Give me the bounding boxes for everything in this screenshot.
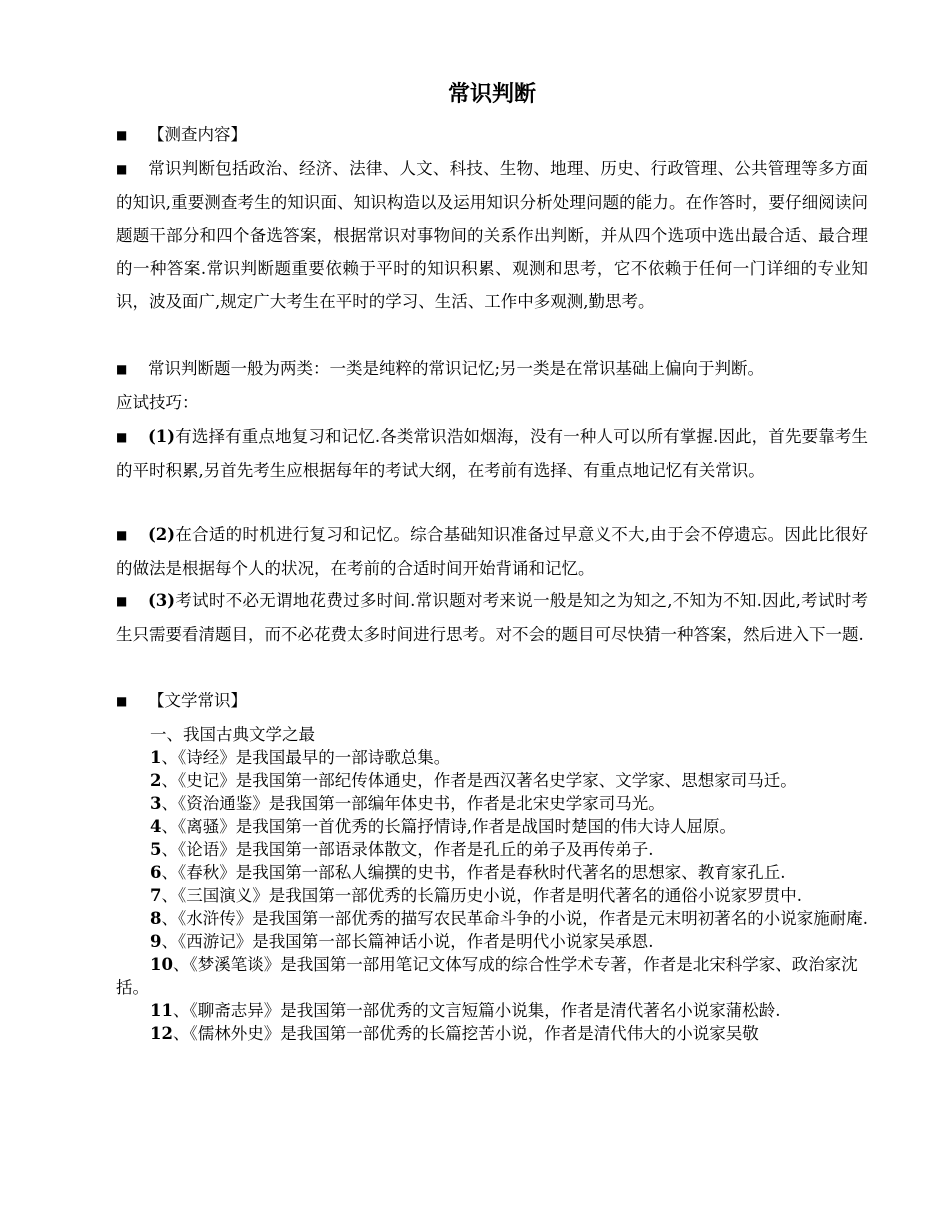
tip-text: 有选择有重点地复习和记忆.各类常识浩如烟海，没有一种人可以所有掌握.因此，首先要靠考生的平时积累,另首先考生应根据每年的考试大纲，在考前有选择、有重点地记忆有关常识。 <box>116 427 868 480</box>
section-label: 【测查内容】 <box>148 125 247 144</box>
bullet-icon: ■ <box>116 528 128 542</box>
bullet-icon: ■ <box>116 162 128 176</box>
list-item: 4、《离骚》是我国第一首优秀的长篇抒情诗,作者是战国时楚国的伟大诗人屈原。 <box>150 817 736 836</box>
list-item: 10、《梦溪笔谈》是我国第一部用笔记文体写成的综合性学术专著，作者是北宋科学家、政治家沈括。 <box>116 955 858 997</box>
tip-1 <box>116 420 868 487</box>
tips-label: 应试技巧： <box>116 393 199 412</box>
list-item: 8、《水浒传》是我国第一部优秀的描写农民革命斗争的小说，作者是元末明初著名的小说家施耐庵. <box>150 909 868 928</box>
list-item: 7、《三国演义》是我国第一部优秀的长篇历史小说，作者是明代著名的通俗小说家罗贯中. <box>150 886 802 905</box>
list-item: 12、《儒林外史》是我国第一部优秀的长篇挖苦小说，作者是清代伟大的小说家吴敬 <box>150 1024 759 1043</box>
paragraph-text: 常识判断题一般为两类：一类是纯粹的常识记忆;另一类是在常识基础上偏向于判断。 <box>148 359 765 378</box>
section-heading-content <box>116 118 868 152</box>
bullet-icon: ■ <box>116 128 128 142</box>
bullet-icon: ■ <box>116 430 128 444</box>
section-heading-literature <box>116 684 868 718</box>
list-item: 5、《论语》是我国第一部语录体散文，作者是孔丘的弟子及再传弟子. <box>150 840 654 859</box>
tip-number: (3) <box>148 591 176 610</box>
bullet-icon: ■ <box>116 594 128 608</box>
bullet-icon: ■ <box>116 362 128 376</box>
list-item: 2、《史记》是我国第一部纪传体通史，作者是西汉著名史学家、文学家、思想家司马迁。 <box>150 771 797 790</box>
paragraph-overview <box>116 152 868 318</box>
literature-list <box>116 723 868 1045</box>
list-item: 9、《西游记》是我国第一部长篇神话小说，作者是明代小说家吴承恩. <box>150 932 654 951</box>
list-item: 1、《诗经》是我国最早的一部诗歌总集。 <box>150 748 451 767</box>
list-item: 6、《春秋》是我国第一部私人编撰的史书，作者是春秋时代著名的思想家、教育家孔丘. <box>150 863 786 882</box>
paragraph-text: 常识判断包括政治、经济、法律、人文、科技、生物、地理、历史、行政管理、公共管理等多方面的知识,重要测查考生的知识面、知识构造以及运用知识分析处理问题的能力。在作答时，要仔细阅读问题题干部分和四个备选答案，根据常识对事物间的关系作出判断，并从四个选项中选出最合适、最合理的一种答案.常识判断题重要依赖于平时的知识积累、观测和思考，它不依赖于任何一门详细的专业知识，波及面广,规定广大考生在平时的学习、生活、工作中多观测,勤思考。 <box>116 159 868 311</box>
list-item: 3、《资治通鉴》是我国第一部编年体史书，作者是北宋史学家司马光。 <box>150 794 665 813</box>
tip-2 <box>116 518 868 585</box>
tip-number: (2) <box>148 525 176 544</box>
section-label: 【文学常识】 <box>148 691 247 710</box>
tip-number: (1) <box>148 427 176 446</box>
bullet-icon: ■ <box>116 694 128 708</box>
tip-3 <box>116 584 868 651</box>
tip-text: 在合适的时机进行复习和记忆。综合基础知识准备过早意义不大,由于会不停遗忘。因此比很好的做法是根据每个人的状况，在考前的合适时间开始背诵和记忆。 <box>116 525 868 578</box>
list-item: 11、《聊斋志异》是我国第一部优秀的文言短篇小说集，作者是清代著名小说家蒲松龄. <box>150 1001 781 1020</box>
page-title: 常识判断 <box>447 82 536 107</box>
literature-heading: 一、我国古典文学之最 <box>150 725 315 744</box>
paragraph-types <box>116 352 868 386</box>
tip-text: 考试时不必无谓地花费过多时间.常识题对考来说一般是知之为知之,不知为不知.因此,考试时考生只需要看清题目，而不必花费太多时间进行思考。对不会的题目可尽快猜一种答案，然后进入下一题. <box>116 591 868 644</box>
